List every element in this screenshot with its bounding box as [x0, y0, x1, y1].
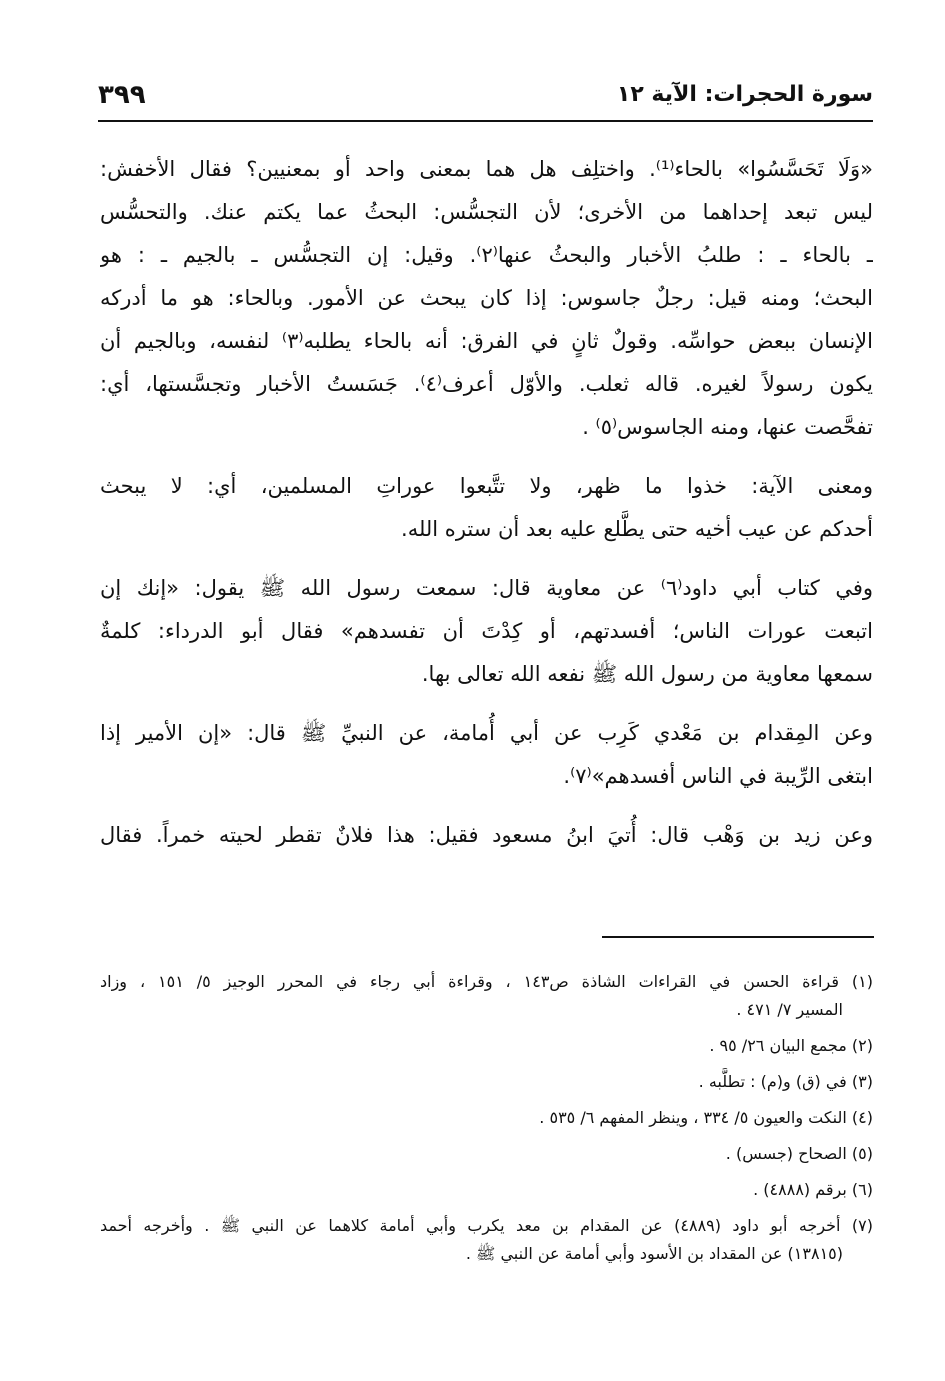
footnote-line: (١٣٨١٥) عن المقداد بن الأسود وأبي أمامة عن النبي ﷺ . [465, 1244, 843, 1263]
paragraph-4 [100, 712, 873, 798]
footnote-line: المسير ٧/ ٤٧١ . [736, 1000, 843, 1019]
paragraph-gap [100, 449, 873, 465]
text-line: ليس تبعد إحداهما من الأخرى؛ لأن التجسُّس: البحثُ عما يكتم عنك. والتحسُّس [100, 200, 873, 224]
text-line: أحدكم عن عيب أخيه حتى يطَّلع عليه بعد أن ستره الله. [401, 517, 873, 541]
text-line: اتبعت عورات الناس؛ أفسدتهم، أو كِدْتَ أن تفسدهم» فقال أبو الدرداء: كلمةٌ [100, 619, 873, 643]
text-line: وعن زيد بن وَهْب قال: أُتيَ ابنُ مسعود فقيل: هذا فلانٌ تقطر لحيته خمراً. فقال [100, 823, 873, 847]
paragraph-3 [100, 567, 873, 696]
paragraph-gap [100, 696, 873, 712]
text-line: البحث؛ ومنه قيل: رجلٌ جاسوس: إذا كان يبحث عن الأمور. وبالحاء: هو ما أدركه [100, 286, 873, 310]
footnote-6: (٦) برقم (٤٨٨٨) . [753, 1180, 873, 1199]
paragraph-gap [100, 798, 873, 814]
footnote-4: (٤) النكت والعيون ٥/ ٣٣٤ ، وينظر المفهم ٦/ ٥٣٥ . [539, 1108, 873, 1127]
text-line: ومعنى الآية: خذوا ما ظهر، ولا تتَّبعوا عوراتِ المسلمين، أي: لا يبحث [100, 474, 873, 498]
footnote-1 [100, 968, 873, 1024]
text-line: تفحَّصت عنها، ومنه الجاسوس⁽٥⁾ . [582, 415, 873, 439]
footnote-7 [100, 1212, 873, 1268]
footnote-line: (٧) أخرجه أبو داود (٤٨٨٩) عن المقدام بن معد يكرب وأبي أمامة كلاهما عن النبي ﷺ . وأخرجه أحمد [100, 1216, 873, 1235]
text-line: سمعها معاوية من رسول الله ﷺ نفعه الله تعالى بها. [421, 662, 873, 686]
text-line: ابتغى الرِّيبة في الناس أفسدهم»⁽٧⁾. [563, 764, 873, 788]
page-header [98, 80, 873, 122]
text-line: ـ بالحاء ـ : طلبُ الأخبار والبحثُ عنها⁽٢⁾. وقيل: إن التجسُّس ـ بالجيم ـ : هو [100, 243, 873, 267]
text-line: وعن المِقدام بن مَعْدي كَرِب عن أبي أُمامة، عن النبيِّ ﷺ قال: «إن الأمير إذا [100, 721, 873, 745]
footnote-line: (١) قراءة الحسن في القراءات الشاذة ص١٤٣ ، وقراءة أبي رجاء في المحرر الوجيز ٥/ ١٥١ ، وزاد [100, 972, 873, 991]
footnote-5: (٥) الصحاح (جسس) . [725, 1144, 873, 1163]
paragraph-2 [100, 465, 873, 551]
footnotes [100, 968, 873, 1268]
paragraph-gap [100, 551, 873, 567]
text-line: «وَلَا تَحَسَّسُوا» بالحاء⁽¹⁾. واختلِف هل هما بمعنى واحد أو بمعنيين؟ فقال الأخفش: [100, 157, 873, 181]
text-line: يكون رسولاً لغيره. قاله ثعلب. والأوّل أعرف⁽٤⁾. جَسَستُ الأخبار وتجسَّستها، أي: [100, 372, 873, 396]
paragraph-5 [100, 814, 873, 857]
running-title: سورة الحجرات: الآية ١٢ [616, 82, 873, 107]
page-number: ٣٩٩ [98, 80, 146, 110]
footnote-3: (٣) في (ق) و(م) : تطلَّبه . [698, 1072, 873, 1091]
footnote-2: (٢) مجمع البيان ٢٦/ ٩٥ . [709, 1036, 873, 1055]
paragraph-1 [100, 148, 873, 449]
text-line: وفي كتاب أبي داود⁽٦⁾ عن معاوية قال: سمعت رسول الله ﷺ يقول: «إنك إن [100, 576, 873, 600]
text-line: الإنسان ببعض حواسِّه. وقولٌ ثانٍ في الفرق: أنه بالحاء يطلبه⁽٣⁾ لنفسه، وبالجيم أن [100, 329, 873, 353]
footnote-separator [602, 936, 874, 938]
main-text [100, 148, 873, 857]
